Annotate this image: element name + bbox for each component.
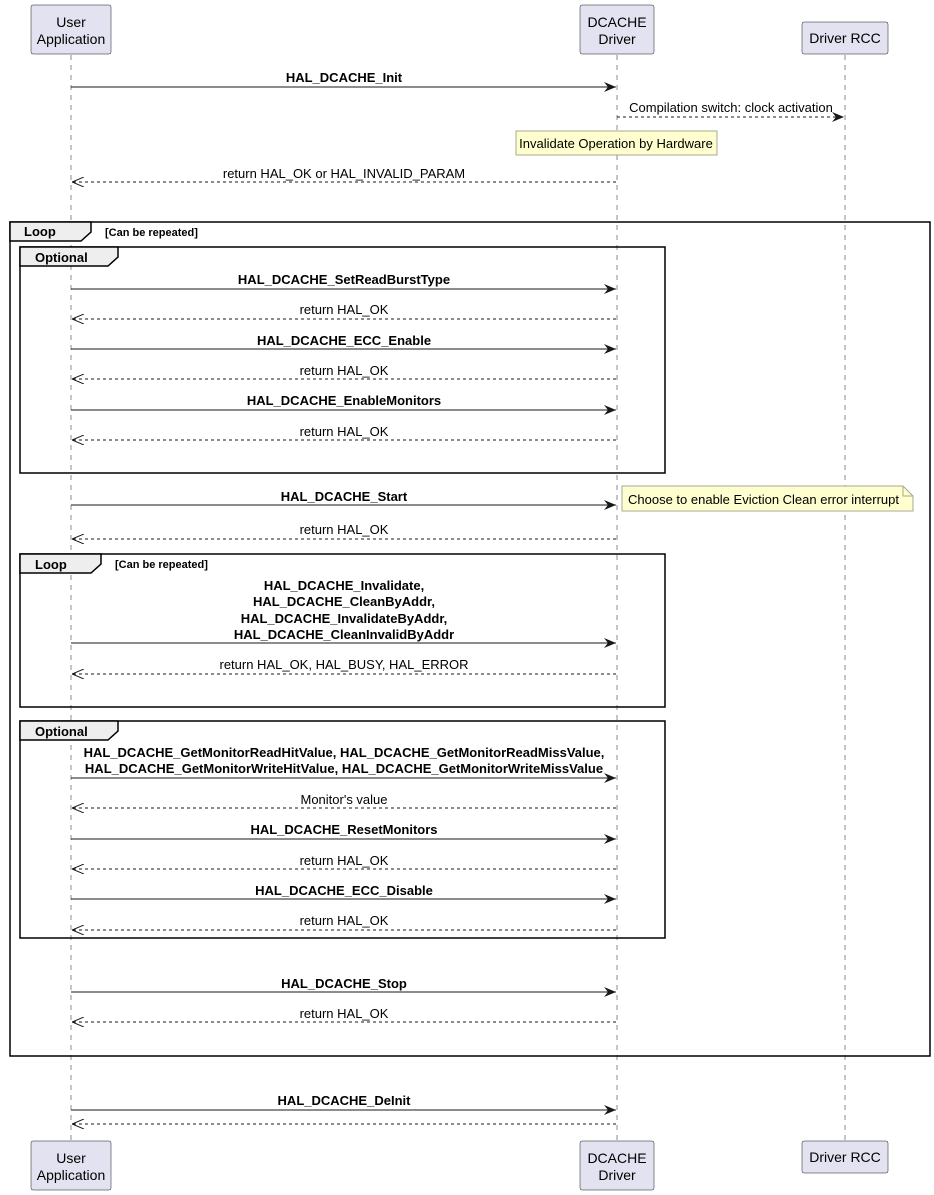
message-label: HAL_DCACHE_Invalidate,: [263, 578, 425, 593]
message-label: HAL_DCACHE_ECC_Enable: [256, 333, 432, 348]
message-init-return: [72, 166, 616, 182]
fragment-label: Loop: [24, 224, 56, 239]
participant-label: Driver: [598, 31, 636, 47]
participant-rcc-bottom: [802, 1141, 888, 1173]
participant-user-top: [31, 5, 111, 54]
message-label: HAL_DCACHE_CleanInvalidByAddr: [233, 627, 455, 642]
message-ecc-enable-return: [72, 363, 616, 379]
message-start-return: [72, 522, 616, 539]
message-label: HAL_DCACHE_SetReadBurstType: [237, 272, 451, 287]
participant-dcache-top: [580, 5, 654, 54]
note-eviction: [622, 486, 913, 511]
message-label: return HAL_OK: [299, 913, 389, 928]
participant-label: DCACHE: [587, 1150, 647, 1166]
participant-rcc-top: [802, 22, 888, 54]
message-stop-return: [72, 1006, 616, 1022]
message-label: return HAL_OK: [299, 522, 389, 537]
participant-dcache-bottom: [580, 1141, 654, 1190]
fragment-label: Loop: [35, 557, 67, 572]
note-invalidate-hw: [516, 131, 717, 155]
message-label: return HAL_OK: [299, 853, 389, 868]
message-ecc-disable-return: [72, 913, 616, 930]
message-label: Compilation switch: clock activation: [629, 100, 833, 115]
message-label: return HAL_OK: [299, 363, 389, 378]
message-label: HAL_DCACHE_InvalidateByAddr,: [240, 611, 448, 626]
message-label: return HAL_OK: [299, 302, 389, 317]
message-label: HAL_DCACHE_CleanByAddr,: [252, 594, 436, 609]
participant-label: User: [56, 14, 86, 30]
message-label: HAL_DCACHE_Init: [285, 70, 403, 85]
message-label: return HAL_OK: [299, 1006, 389, 1021]
message-invalidate-return: [72, 657, 616, 674]
participant-user-bottom: [31, 1141, 111, 1190]
message-reset-monitors: [71, 822, 616, 839]
message-deinit: [71, 1093, 616, 1110]
message-label: HAL_DCACHE_Start: [280, 489, 408, 504]
message-get-monitor: [71, 745, 616, 778]
message-label: HAL_DCACHE_GetMonitorWriteHitValue, HAL_DCACHE_GetMonitorWriteMissValue: [84, 761, 604, 776]
message-reset-monitors-return: [72, 853, 616, 869]
fragment-condition: [Can be repeated]: [115, 559, 208, 571]
participant-label: Application: [36, 1167, 106, 1183]
message-init: [71, 70, 616, 87]
message-label: return HAL_OK, HAL_BUSY, HAL_ERROR: [219, 657, 469, 672]
participant-label: Driver RCC: [809, 30, 881, 46]
fragment-label: Optional: [35, 250, 88, 265]
message-stop: [71, 976, 616, 992]
participant-label: User: [56, 1150, 86, 1166]
message-label: HAL_DCACHE_ResetMonitors: [250, 822, 438, 837]
message-enable-monitors-return: [72, 424, 616, 440]
message-label: HAL_DCACHE_EnableMonitors: [246, 393, 442, 408]
message-ecc-disable: [71, 883, 616, 899]
participant-label: Driver: [598, 1167, 636, 1183]
message-start: [71, 489, 616, 505]
message-set-read-burst: [71, 272, 616, 289]
message-label: Monitor's value: [300, 792, 388, 807]
participant-label: DCACHE: [587, 14, 647, 30]
fragment-label: Optional: [35, 724, 88, 739]
message-invalidate: [71, 578, 616, 643]
participant-label: Driver RCC: [809, 1149, 881, 1165]
message-clock-activation: [617, 100, 844, 117]
message-ecc-enable: [71, 333, 616, 349]
message-get-monitor-return: [72, 792, 616, 808]
message-label: return HAL_OK or HAL_INVALID_PARAM: [222, 166, 466, 181]
message-label: return HAL_OK: [299, 424, 389, 439]
fragment-outer-loop: [10, 222, 930, 1056]
fragment-condition: [Can be repeated]: [105, 227, 198, 239]
message-set-read-burst-return: [72, 302, 616, 319]
participant-label: Application: [36, 31, 106, 47]
message-label: HAL_DCACHE_Stop: [281, 976, 407, 991]
message-label: HAL_DCACHE_DeInit: [277, 1093, 411, 1108]
message-label: HAL_DCACHE_GetMonitorReadHitValue, HAL_DCACHE_GetMonitorReadMissValue,: [83, 745, 605, 760]
note-text: Invalidate Operation by Hardware: [519, 136, 713, 151]
message-enable-monitors: [71, 393, 616, 410]
note-text: Choose to enable Eviction Clean error interrupt: [628, 492, 899, 507]
message-label: HAL_DCACHE_ECC_Disable: [255, 883, 433, 898]
